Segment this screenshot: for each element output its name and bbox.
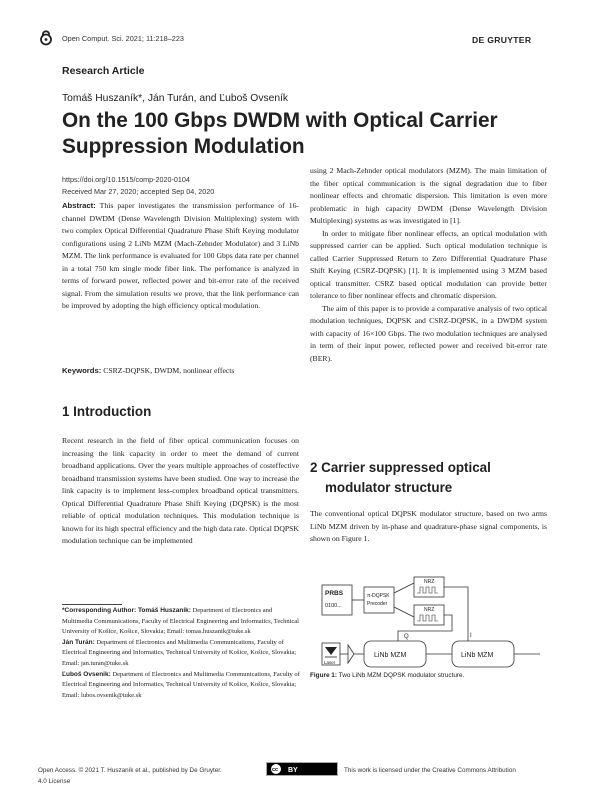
title-line-2: Suppression Modulation [62, 135, 305, 158]
figure-1-caption: Figure 1: Two LiNb MZM DQPSK modulator structure. [310, 672, 465, 679]
title-line-1: On the 100 Gbps DWDM with Optical Carrier [62, 109, 498, 132]
mzm-left-label: LiNb MZM [374, 652, 407, 659]
nrz-bottom-label: NRZ [424, 607, 435, 613]
section-2-paragraph: The conventional optical DQPSK modulator structure, based on two arms LiNb MZM driven by in-phase and quadrature-phase signal components, is shown on Figure 1. [310, 509, 547, 543]
section-2-text [310, 508, 547, 546]
encoder-label-2: Precoder [367, 601, 388, 607]
footnote-divider [62, 604, 122, 605]
cc-label: cc [272, 767, 279, 773]
introduction-text [62, 435, 299, 548]
open-access-notice: Open Access. © 2021 T. Huszaník et al., published by De Gruyter. [38, 767, 222, 774]
corresponding-author-note: *Corresponding Author: Tomáš Huszaník: Department of Electronics and Multimedia Communications, Faculty of Electrical Engineering and Informatics, Technical University of Košice, Košice, Slovakia; Email: tomas.huszanik@tuke.sk [62, 607, 299, 636]
q-label: Q [404, 634, 409, 640]
second-author-note: Ján Turán: Department of Electronics and Multimedia Communications, Faculty of Electrical Engineering and Informatics, Technical University of Košice, Košice, Slovakia; Email: jan.turan@tuke.sk [62, 638, 297, 667]
paragraph-aim: The aim of this paper is to provide a comparative analysis of two optical modulation techniques, DQPSK and CSRZ-DQPSK, in a DWDM system with capacity of 16×100 Gbps. The two modulation techniques are analysed in term of their input power, reflected power and received bit-error rate (BER). [310, 303, 547, 363]
mzm-right-label: LiNb MZM [461, 652, 494, 659]
by-label: BY [288, 767, 298, 774]
open-access-icon [38, 30, 54, 46]
right-column-text [310, 165, 547, 365]
nrz-top-label: NRZ [424, 579, 435, 585]
paragraph-csrz: In order to mitigate fiber nonlinear effects, an optical modulation with suppressed carrier can be applied. Such optical modulation technique is called Carrier Suppressed Return to Zero Differential Quadrature Phase Shift Keying (CSRZ-DQPSK) [1]. It is implemented using 3 MZM based optical transmitter. CSRZ based optical modulation can provide better tolerance to fiber nonlinear effects and chromatic dispersion. [310, 228, 547, 300]
article-info [62, 174, 214, 198]
section-1-heading: 1 Introduction [62, 404, 152, 419]
i-label: I [470, 633, 472, 639]
laser-label: Laser [324, 660, 336, 665]
license-text: This work is licensed under the Creative Commons Attribution [344, 767, 516, 774]
doi-link[interactable]: https://doi.org/10.1515/comp-2020-0104 [62, 175, 190, 184]
abstract-text: This paper investigates the transmission performance of 16-channel DWDM (Dense Wavelength Division Multiplexing) system with two complex Optical Differential Quadrature Phase Shift Keying modulator configurations using 2 LiNb MZM (Mach-Zehnder Modulator) and 3 LiNb MZM. The link performance is evaluated for 100 Gbps data rate per channel in a total 750 km single mode fiber link. The perfomance is analyzed in terms of forward power, reflected power and bit-error rate of the received signal. From the simulation results we prove, that the link performance can be improved by adopting the high efficiency optical modulation. [62, 201, 299, 310]
publisher-logo: DE GRUYTER [472, 35, 532, 45]
third-author-note: Ľuboš Ovsenik: Department of Electronics and Multimedia Communications, Faculty of Electrical Engineering and Informatics, Technical University of Košice, Košice, Slovakia; Email: lubos.ovsenik@tuke.sk [62, 670, 300, 699]
authors: Tomáš Huszaník*, Ján Turán, and Ľuboš Ovseník [62, 93, 289, 104]
abstract [62, 200, 299, 313]
cc-by-license-badge[interactable] [266, 762, 338, 776]
author-footnotes [62, 606, 302, 701]
paragraph-mzm: using 2 Mach-Zehnder optical modulators (MZM). The main limitation of the fiber optical communication is the signal degradation due to fiber nonlinear effects and chromatic dispersion. This limitation is even more problematic in high capacity DWDM (Dense Wavelength Division Multiplexing) systems as was investigated in [1]. [310, 166, 547, 225]
prbs-bits: 0100... [325, 603, 342, 609]
figure-1-diagram [318, 575, 543, 671]
keywords-text: CSRZ-DQPSK, DWDM, nonlinear effects [101, 366, 235, 375]
paper-title [62, 108, 532, 160]
prbs-label: PRBS [325, 590, 344, 597]
received-dates: Received Mar 27, 2020; accepted Sep 04, 2020 [62, 187, 215, 196]
encoder-label-1: π-DQPSK [367, 593, 390, 599]
encoder-box [364, 587, 394, 613]
keywords [62, 365, 299, 378]
section-2-heading: 2 Carrier suppressed optical modulator structure [310, 460, 491, 495]
license-text-line-2: 4.0 License [38, 778, 71, 785]
keywords-label: Keywords: [62, 366, 102, 375]
abstract-label: Abstract: [62, 201, 96, 210]
journal-reference: Open Comput. Sci. 2021; 11:218–223 [62, 34, 184, 43]
intro-paragraph: Recent research in the field of fiber optical communication focuses on increasing the link capacity in order to meet the demand of current broadband applications. Over the years multiple approaches of costeffective broadband transmission systems have been studied. One way to increase the link capacity is to implement less-complex broadband optical transmitters. Optical Differential Quadrature Phase Shift Keying (DQPSK) is the most reliable of optical modulation techniques. This modulation technique is known for its high spectral efficiency and the high data rate. Optical DQPSK modulation technique can be implemented [62, 436, 299, 545]
article-type: Research Article [62, 65, 145, 77]
